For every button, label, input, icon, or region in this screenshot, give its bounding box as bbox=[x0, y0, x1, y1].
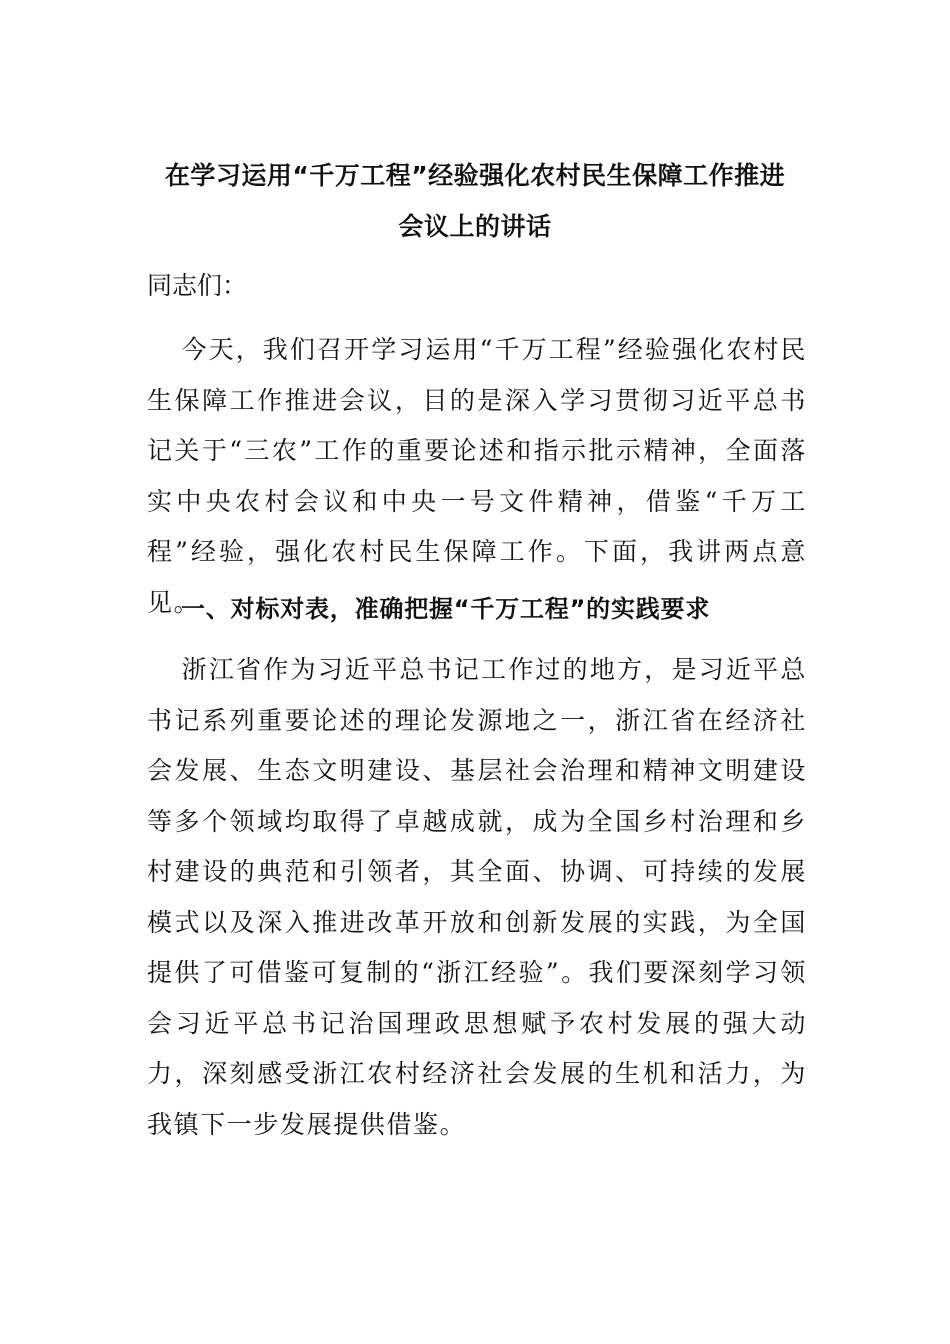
section-heading-1: 一、对标对表，准确把握“千万工程”的实践要求 bbox=[181, 595, 711, 623]
document-title bbox=[140, 150, 810, 252]
title-line-2: 会议上的讲话 bbox=[398, 212, 552, 241]
paragraph-intro-text: 今天，我们召开学习运用“千万工程”经验强化农村民生保障工作推进会议，目的是深入学习贯彻习近平总书记关于“三农”工作的重要论述和指示批示精神，全面落实中央农村会议和中央一号文件精神，借鉴“千万工程”经验，强化农村民生保障工作。下面，我讲两点意见。 bbox=[147, 335, 807, 617]
greeting: 同志们： bbox=[147, 271, 248, 300]
title-line-1: 在学习运用“千万工程”经验强化农村民生保障工作推进 bbox=[164, 161, 786, 190]
paragraph-intro bbox=[147, 325, 807, 628]
paragraph-section-1-text: 浙江省作为习近平总书记工作过的地方，是习近平总书记系列重要论述的理论发源地之一，浙江省在经济社会发展、生态文明建设、基层社会治理和精神文明建设等多个领域均取得了卓越成就，成为全国乡村治理和乡村建设的典范和引领者，其全面、协调、可持续的发展模式以及深入推进改革开放和创新发展的实践，为全国提供了可借鉴可复制的“浙江经验”。我们要深刻学习领会习近平总书记治国理政思想赋予农村发展的强大动力，深刻感受浙江农村经济社会发展的生机和活力，为我镇下一步发展提供借鉴。 bbox=[147, 655, 807, 1139]
paragraph-section-1 bbox=[147, 645, 807, 1150]
